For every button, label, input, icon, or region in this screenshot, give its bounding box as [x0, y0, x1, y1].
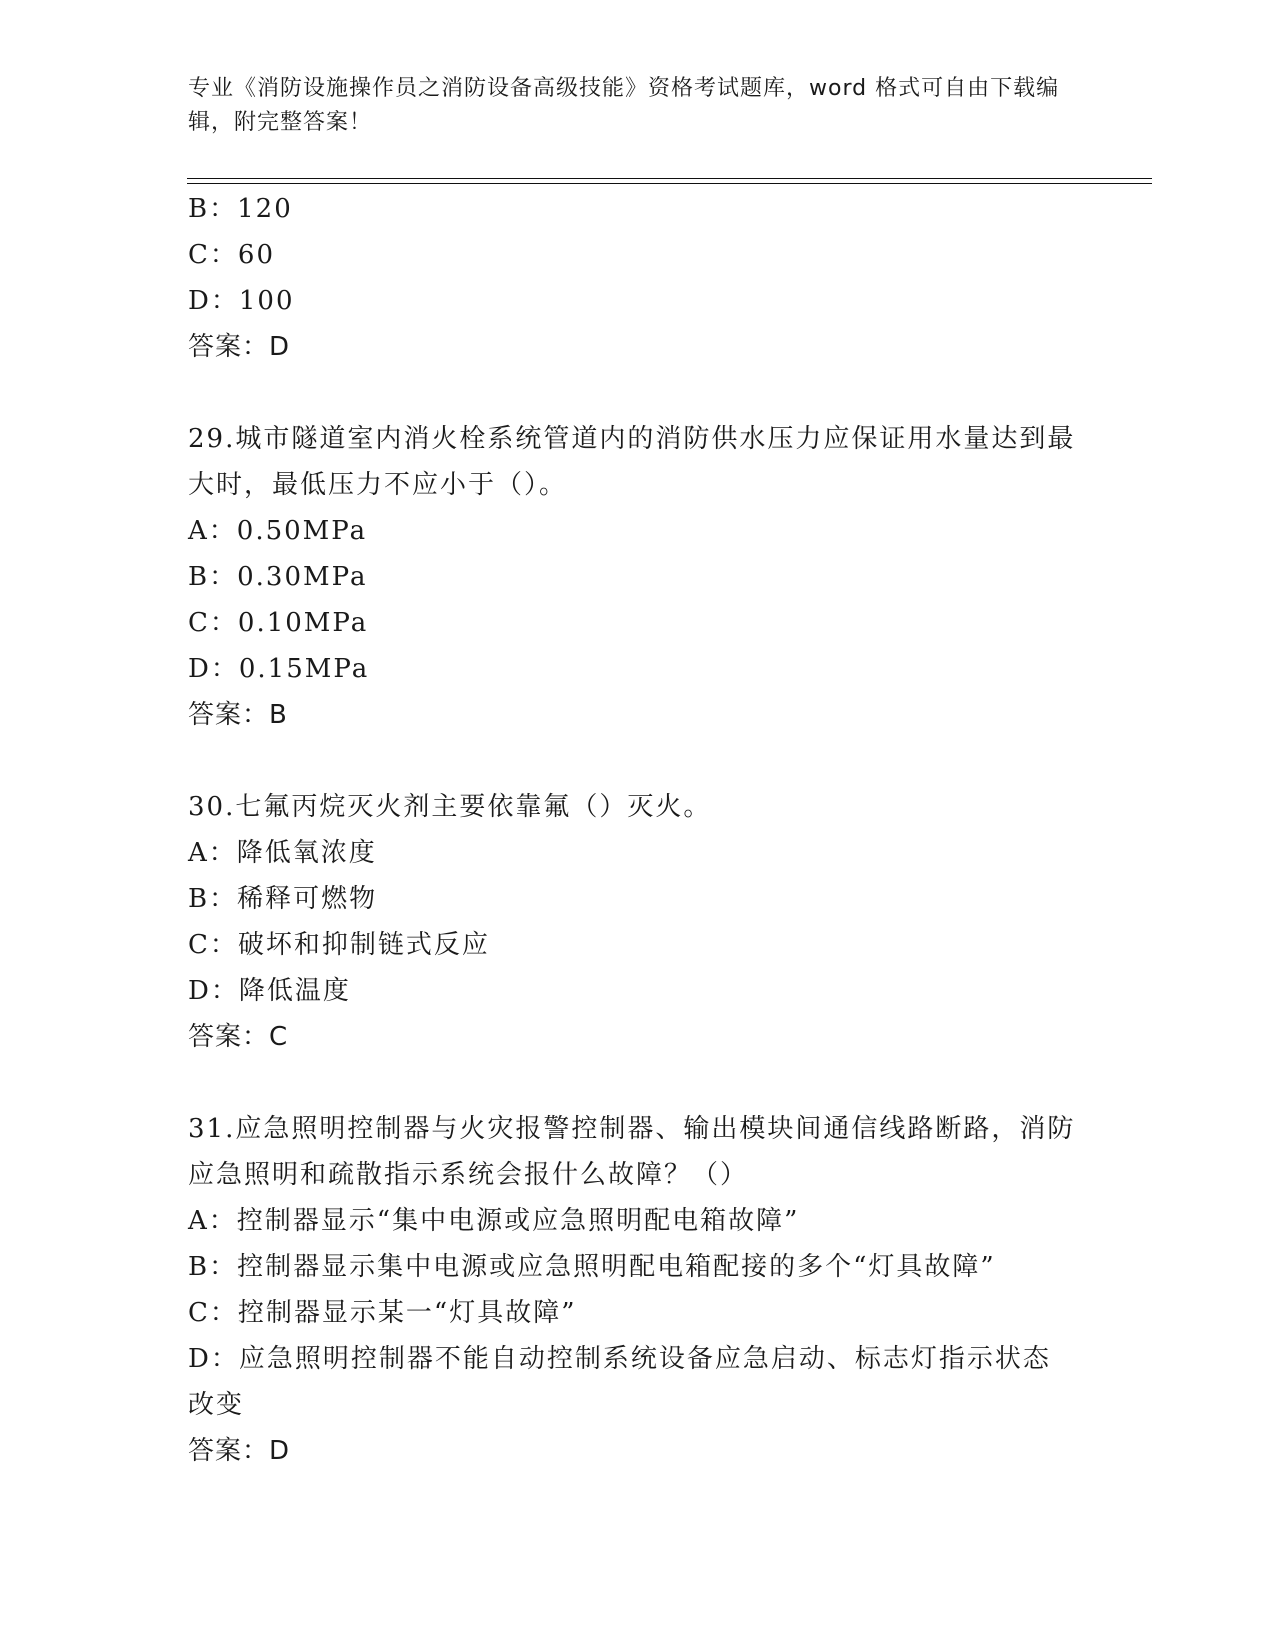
question-stem: 30.七氟丙烷灭火剂主要依靠氟（）灭火。 — [188, 792, 712, 822]
spacer — [188, 738, 1088, 784]
question-stem: 31.应急照明控制器与火灾报警控制器、输出模块间通信线路断路，消防应急照明和疏散指示系统会报什么故障？（） — [188, 1114, 1076, 1190]
option-c: C：60 — [188, 240, 275, 270]
option-c: C：控制器显示某一“灯具故障” — [188, 1298, 577, 1328]
spacer — [188, 1060, 1088, 1106]
answer-line: 答案：B — [188, 700, 288, 730]
option-d: D：降低温度 — [188, 976, 351, 1006]
option-d: D：0.15MPa — [188, 654, 370, 684]
option-d: D：100 — [188, 286, 295, 316]
option-a: A：控制器显示“集中电源或应急照明配电箱故障” — [188, 1206, 800, 1236]
header-divider-bottom — [187, 183, 1152, 184]
prev-question-block — [188, 186, 1088, 370]
option-a: A：降低氧浓度 — [188, 838, 377, 868]
question-block-30 — [188, 784, 1088, 1060]
option-b: B：120 — [188, 194, 293, 224]
option-b: B：控制器显示集中电源或应急照明配电箱配接的多个“灯具故障” — [188, 1252, 996, 1282]
question-stem: 29.城市隧道室内消火栓系统管道内的消防供水压力应保证用水量达到最大时，最低压力不应小于（）。 — [188, 424, 1076, 500]
option-b: B：0.30MPa — [188, 562, 368, 592]
question-list — [188, 186, 1088, 1474]
option-b: B：稀释可燃物 — [188, 884, 378, 914]
answer-line: 答案：D — [188, 1436, 291, 1466]
question-block-29 — [188, 416, 1088, 738]
question-block-31 — [188, 1106, 1088, 1474]
answer-line: 答案：C — [188, 1022, 289, 1052]
header-text: 专业《消防设施操作员之消防设备高级技能》资格考试题库，word 格式可自由下载编辑，附完整答案！ — [188, 76, 1060, 135]
option-a: A：0.50MPa — [188, 516, 368, 546]
header-divider-top — [187, 178, 1152, 179]
document-header — [188, 72, 1068, 140]
option-d: D：应急照明控制器不能自动控制系统设备应急启动、标志灯指示状态改变 — [188, 1344, 1051, 1420]
answer-line: 答案：D — [188, 332, 291, 362]
option-c: C：0.10MPa — [188, 608, 369, 638]
spacer — [188, 370, 1088, 416]
option-c: C：破坏和抑制链式反应 — [188, 930, 490, 960]
